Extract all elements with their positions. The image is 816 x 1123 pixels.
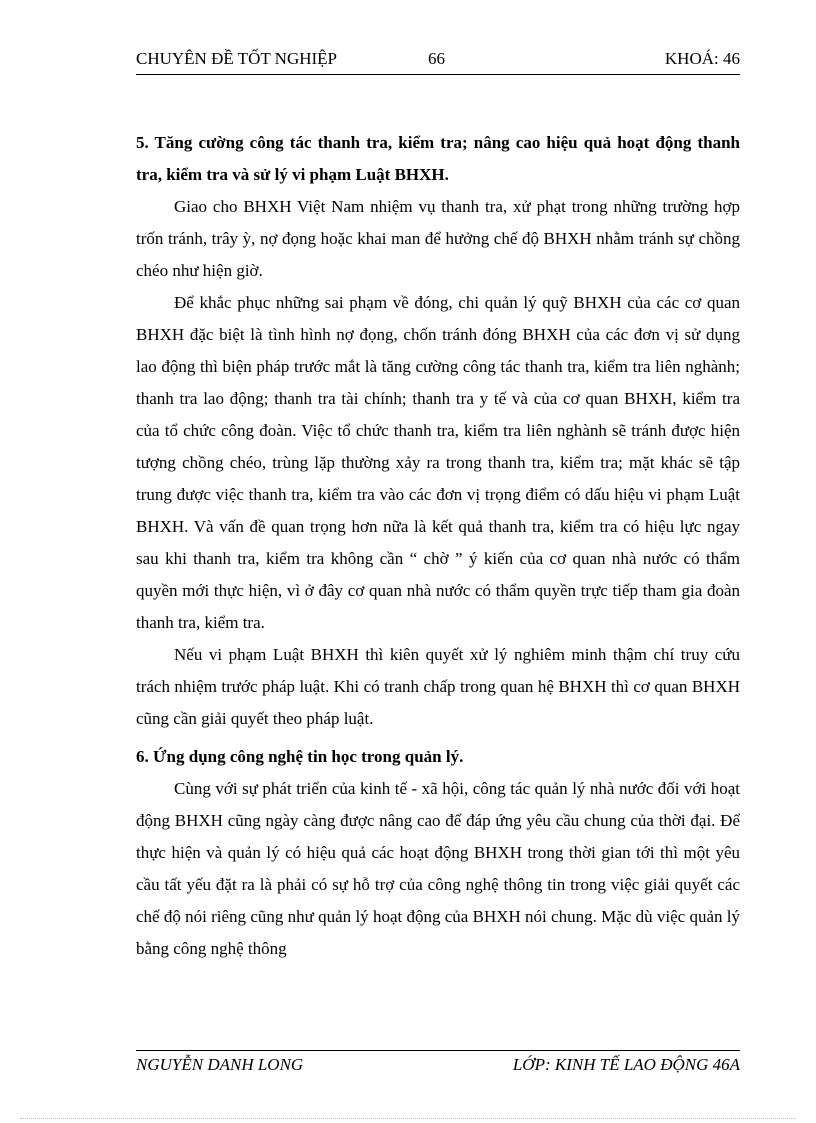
section-5-paragraph-2: Để khắc phục những sai phạm về đóng, chi quản lý quỹ BHXH của các cơ quan BHXH đặc biệt là tình hình nợ đọng, chốn tránh đóng BHXH của các đơn vị sử dụng lao động thì biện pháp trước mắt là tăng cường công tác thanh tra, kiểm tra liên nghành; thanh tra lao động; thanh tra tài chính; thanh tra y tế và của cơ quan BHXH, kiểm tra của tổ chức công đoàn. Việc tổ chức thanh tra, kiểm tra liên nghành sẽ tránh được hiện tượng chồng chéo, trùng lặp thường xảy ra trong thanh tra, kiểm tra; mặt khác sẽ tập trung được việc thanh tra, kiểm tra vào các đơn vị trọng điểm có dấu hiệu vi phạm Luật BHXH. Và vấn đề quan trọng hơn nữa là kết quả thanh tra, kiểm tra có hiệu lực ngay sau khi thanh tra, kiểm tra không cần “ chờ ” ý kiến của cơ quan nhà nước có thẩm quyền mới thực hiện, vì ở đây cơ quan nhà nước có thẩm quyền trực tiếp tham gia đoàn thanh tra, kiểm tra. xyxy=(136,293,740,632)
page-header xyxy=(136,48,740,75)
section-6-paragraph-1: Cùng với sự phát triển của kinh tế - xã hội, công tác quản lý nhà nước đối với hoạt động BHXH cũng ngày càng được nâng cao để đáp ứng yêu cầu chung của thời đại. Để thực hiện và quản lý có hiệu quả các hoạt động BHXH trong thời gian tới thì một yêu cầu tất yếu đặt ra là phải có sự hỗ trợ của công nghệ thông tin trong việc giải quyết các chế độ nói riêng cũng như quản lý hoạt động của BHXH nói chung. Mặc dù việc quản lý bằng công nghệ thông xyxy=(136,779,740,958)
footer-class: LỚP: KINH TẾ LAO ĐỘNG 46A xyxy=(512,1055,740,1074)
header-course: KHOÁ: 46 xyxy=(664,49,740,68)
section-5-paragraph-3: Nếu vi phạm Luật BHXH thì kiên quyết xử lý nghiêm minh thậm chí truy cứu trách nhiệm trước pháp luật. Khi có tranh chấp trong quan hệ BHXH thì cơ quan BHXH cũng cần giải quyết theo pháp luật. xyxy=(136,645,740,728)
header-page-number: 66 xyxy=(428,49,445,68)
header-title: CHUYÊN ĐỀ TỐT NGHIỆP xyxy=(136,49,338,68)
section-6-heading: 6. Ứng dụng công nghệ tin học trong quản lý. xyxy=(136,747,464,766)
page-footer xyxy=(136,1050,740,1079)
section-5-paragraph-1: Giao cho BHXH Việt Nam nhiệm vụ thanh tra, xử phạt trong những trường hợp trốn tránh, trây ỳ, nợ đọng hoặc khai man để hưởng chế độ BHXH nhằm tránh sự chồng chéo như hiện giờ. xyxy=(136,197,740,280)
footer-author: NGUYỄN DANH LONG xyxy=(136,1055,304,1074)
page-bottom-divider xyxy=(20,1118,796,1119)
page-body xyxy=(136,127,740,965)
section-5-heading: 5. Tăng cường công tác thanh tra, kiểm tra; nâng cao hiệu quả hoạt động thanh tra, kiểm tra và sử lý vi phạm Luật BHXH. xyxy=(136,133,740,184)
